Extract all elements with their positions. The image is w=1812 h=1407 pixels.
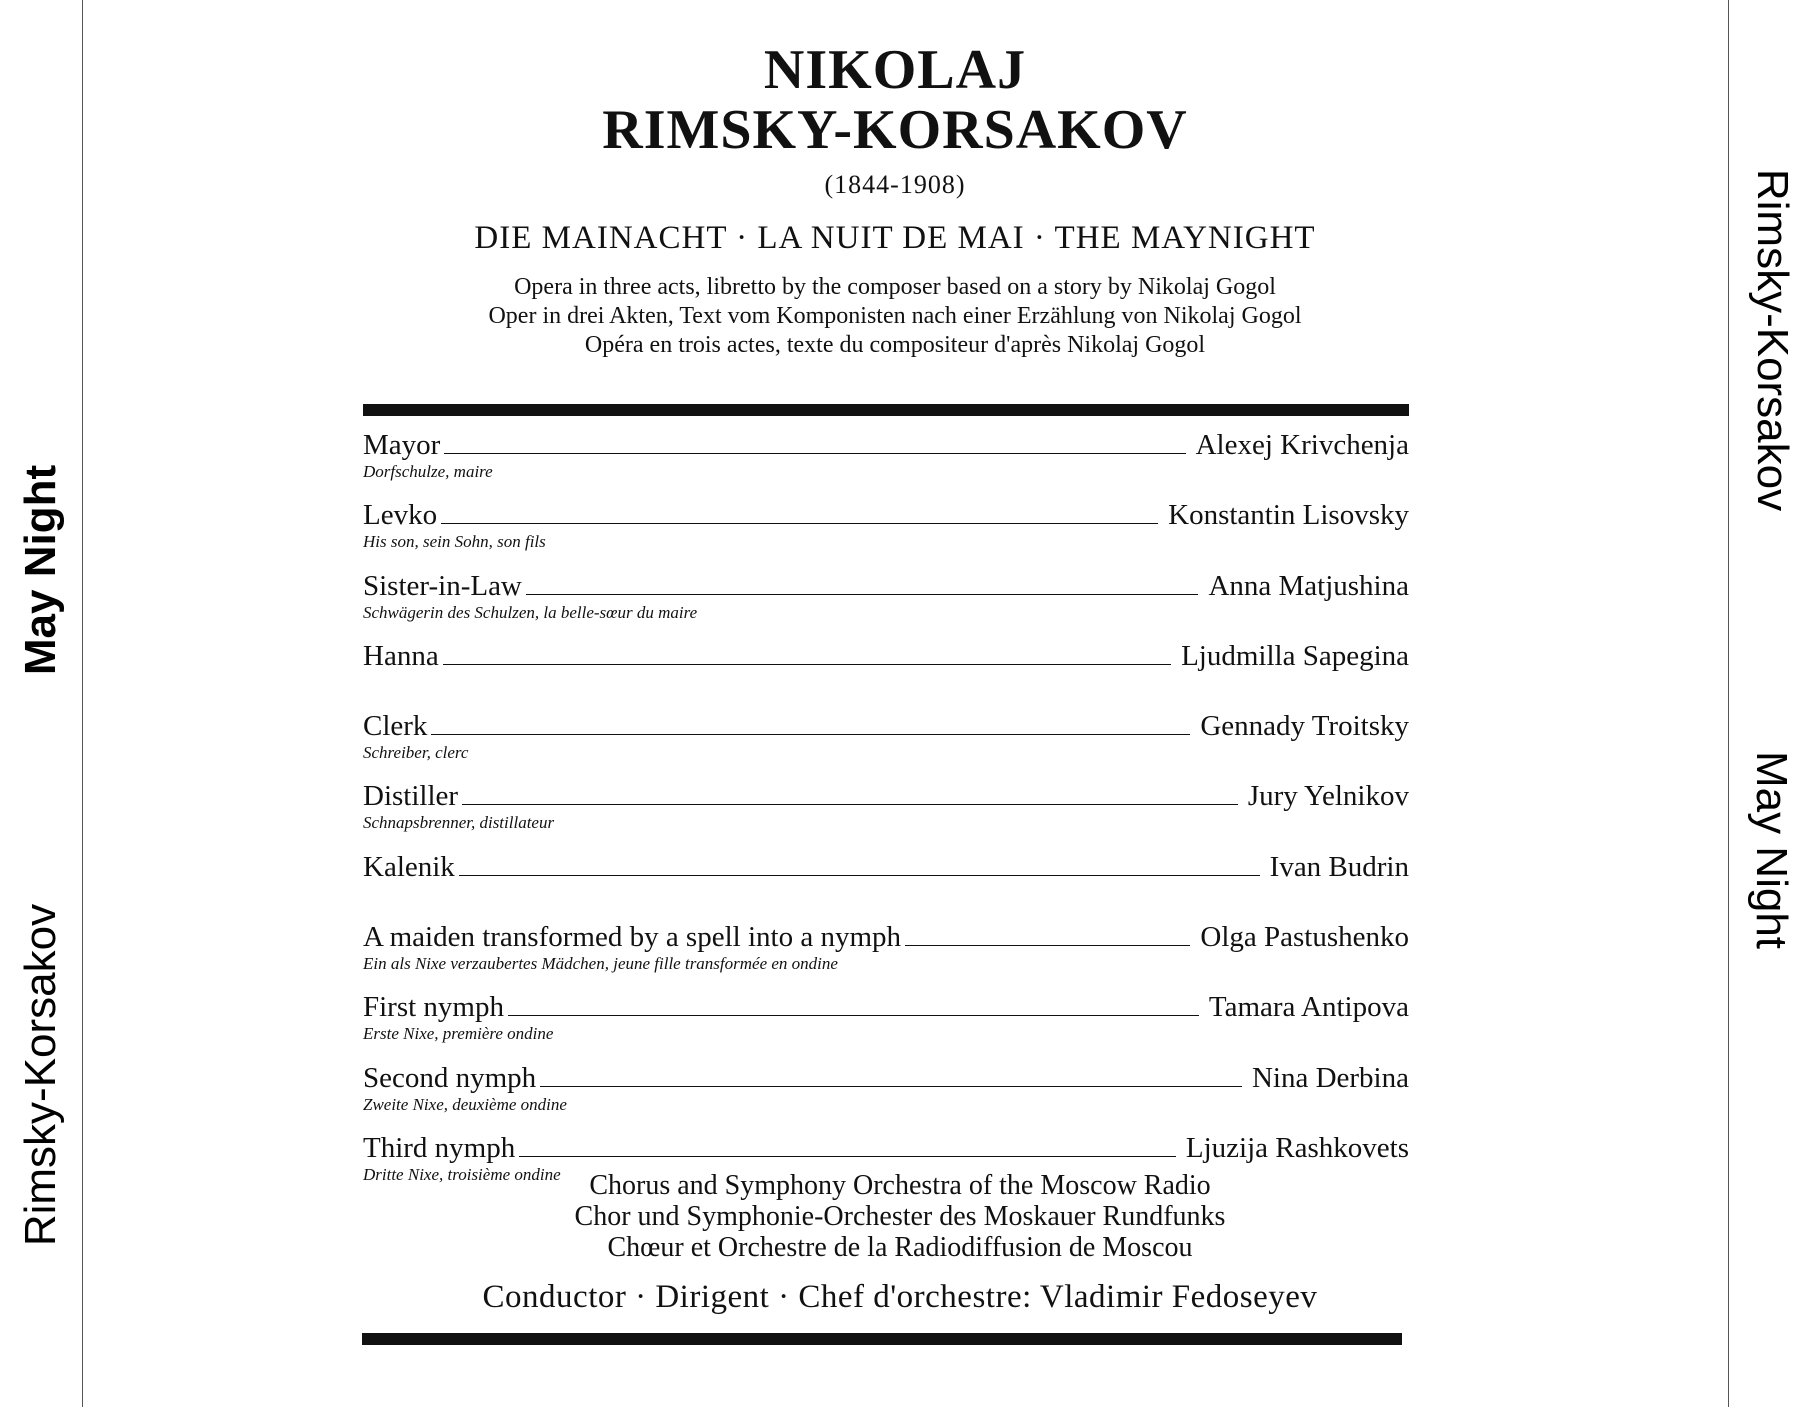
dotted-leader — [526, 593, 1199, 595]
dotted-leader — [431, 733, 1190, 735]
cast-line — [363, 639, 1409, 673]
cast-singer: Anna Matjushina — [1208, 569, 1409, 602]
cast-line — [363, 779, 1409, 813]
cast-row — [363, 639, 1409, 709]
cast-role: First nymph — [363, 991, 504, 1024]
cast-row — [363, 498, 1409, 568]
description-french: Opéra en trois actes, texte du compositeur d'après Nikolaj Gogol — [584, 332, 1206, 358]
cast-row — [363, 779, 1409, 849]
cast-singer: Ljuzija Rashkovets — [1185, 1131, 1409, 1164]
description-german: Oper in drei Akten, Text vom Komponisten nach einer Erzählung von Nikolaj Gogol — [488, 303, 1302, 329]
cast-line — [363, 1061, 1409, 1095]
cast-role: Second nymph — [363, 1061, 537, 1094]
dotted-leader — [905, 944, 1190, 946]
cast-role-translation: Zweite Nixe, deuxième ondine — [363, 1094, 567, 1114]
cast-role-translation: Dorfschulze, maire — [363, 462, 493, 481]
left-spine — [0, 0, 83, 1407]
spine-title: May Night — [1747, 750, 1796, 950]
dotted-leader — [508, 1014, 1199, 1016]
bottom-rule — [362, 1333, 1402, 1345]
cast-line — [363, 920, 1409, 954]
cast-role-translation: Schnapsbrenner, distillateur — [363, 813, 555, 833]
cast-role: Levko — [363, 499, 438, 532]
cast-role: Hanna — [363, 639, 439, 672]
orchestra-english: Chorus and Symphony Orchestra of the Moscow Radio — [589, 1170, 1211, 1201]
dotted-leader — [462, 803, 1238, 805]
opera-description — [360, 273, 1430, 360]
cast-role-translation: Dritte Nixe, troisième ondine — [363, 1164, 561, 1184]
dotted-leader — [443, 663, 1171, 665]
cast-role: Clerk — [363, 710, 428, 743]
top-rule — [363, 404, 1409, 416]
orchestra-french: Chœur et Orchestre de la Radiodiffusion de Moscou — [607, 1232, 1193, 1263]
cast-role: Mayor — [363, 429, 441, 461]
dotted-leader — [540, 1085, 1242, 1087]
cast-row — [363, 428, 1409, 498]
description-english: Opera in three acts, libretto by the composer based on a story by Nikolaj Gogol — [514, 274, 1276, 300]
spine-composer: Rimsky-Korsakov — [16, 903, 65, 1247]
cast-singer: Ivan Budrin — [1269, 850, 1409, 883]
cast-row — [363, 990, 1409, 1060]
composer-first-name: NIKOLAJ — [763, 39, 1027, 101]
cast-role: A maiden transformed by a spell into a nymph — [363, 921, 902, 954]
conductor-credit: Conductor · Dirigent · Chef d'orchestre: Vladimir Fedoseyev — [482, 1279, 1318, 1315]
cast-singer: Konstantin Lisovsky — [1168, 499, 1409, 532]
spine-title: May Night — [16, 464, 65, 676]
cast-row — [363, 850, 1409, 920]
cast-singer: Nina Derbina — [1251, 1061, 1409, 1094]
composer-last-name: RIMSKY-KORSAKOV — [602, 99, 1188, 161]
right-spine — [1728, 0, 1812, 1407]
cast-row — [363, 1061, 1409, 1131]
cast-role-translation: Erste Nixe, première ondine — [363, 1024, 554, 1044]
cast-role-translation: Schreiber, clerc — [363, 743, 469, 763]
cast-role-translation: Ein als Nixe verzaubertes Mädchen, jeune fille transformée en ondine — [363, 954, 838, 974]
cast-row — [363, 569, 1409, 639]
header — [360, 40, 1430, 360]
composer-dates: (1844-1908) — [824, 170, 966, 199]
cast-singer: Alexej Krivchenja — [1195, 429, 1409, 461]
cast-singer: Gennady Troitsky — [1200, 710, 1409, 743]
credits — [400, 1170, 1400, 1316]
cast-line — [363, 850, 1409, 884]
cast-line — [363, 428, 1409, 462]
cast-line — [363, 1131, 1409, 1165]
cast-singer: Ljudmilla Sapegina — [1181, 639, 1409, 672]
cast-role: Distiller — [363, 780, 459, 813]
cast-row — [363, 709, 1409, 779]
dotted-leader — [444, 452, 1185, 454]
cast-role-translation: His son, sein Sohn, son fils — [363, 532, 546, 552]
opera-title: DIE MAINACHT · LA NUIT DE MAI · THE MAYNIGHT — [474, 220, 1316, 256]
cast-list — [363, 428, 1409, 1201]
cast-line — [363, 498, 1409, 532]
orchestra-german: Chor und Symphonie-Orchester des Moskauer Rundfunks — [574, 1201, 1226, 1232]
dotted-leader — [441, 522, 1158, 524]
dotted-leader — [459, 874, 1260, 876]
spine-composer: Rimsky-Korsakov — [1748, 168, 1797, 512]
cast-row — [363, 920, 1409, 990]
cast-line — [363, 709, 1409, 743]
cast-line — [363, 569, 1409, 603]
dotted-leader — [519, 1155, 1176, 1157]
cast-singer: Olga Pastushenko — [1200, 921, 1409, 954]
cast-singer: Tamara Antipova — [1208, 991, 1409, 1024]
cast-role: Sister-in-Law — [363, 569, 522, 602]
cast-singer: Jury Yelnikov — [1247, 780, 1409, 813]
cast-role: Kalenik — [363, 850, 455, 883]
cast-role-translation: Schwägerin des Schulzen, la belle-sœur du maire — [363, 602, 698, 622]
cast-line — [363, 990, 1409, 1024]
cast-role: Third nymph — [363, 1131, 516, 1164]
